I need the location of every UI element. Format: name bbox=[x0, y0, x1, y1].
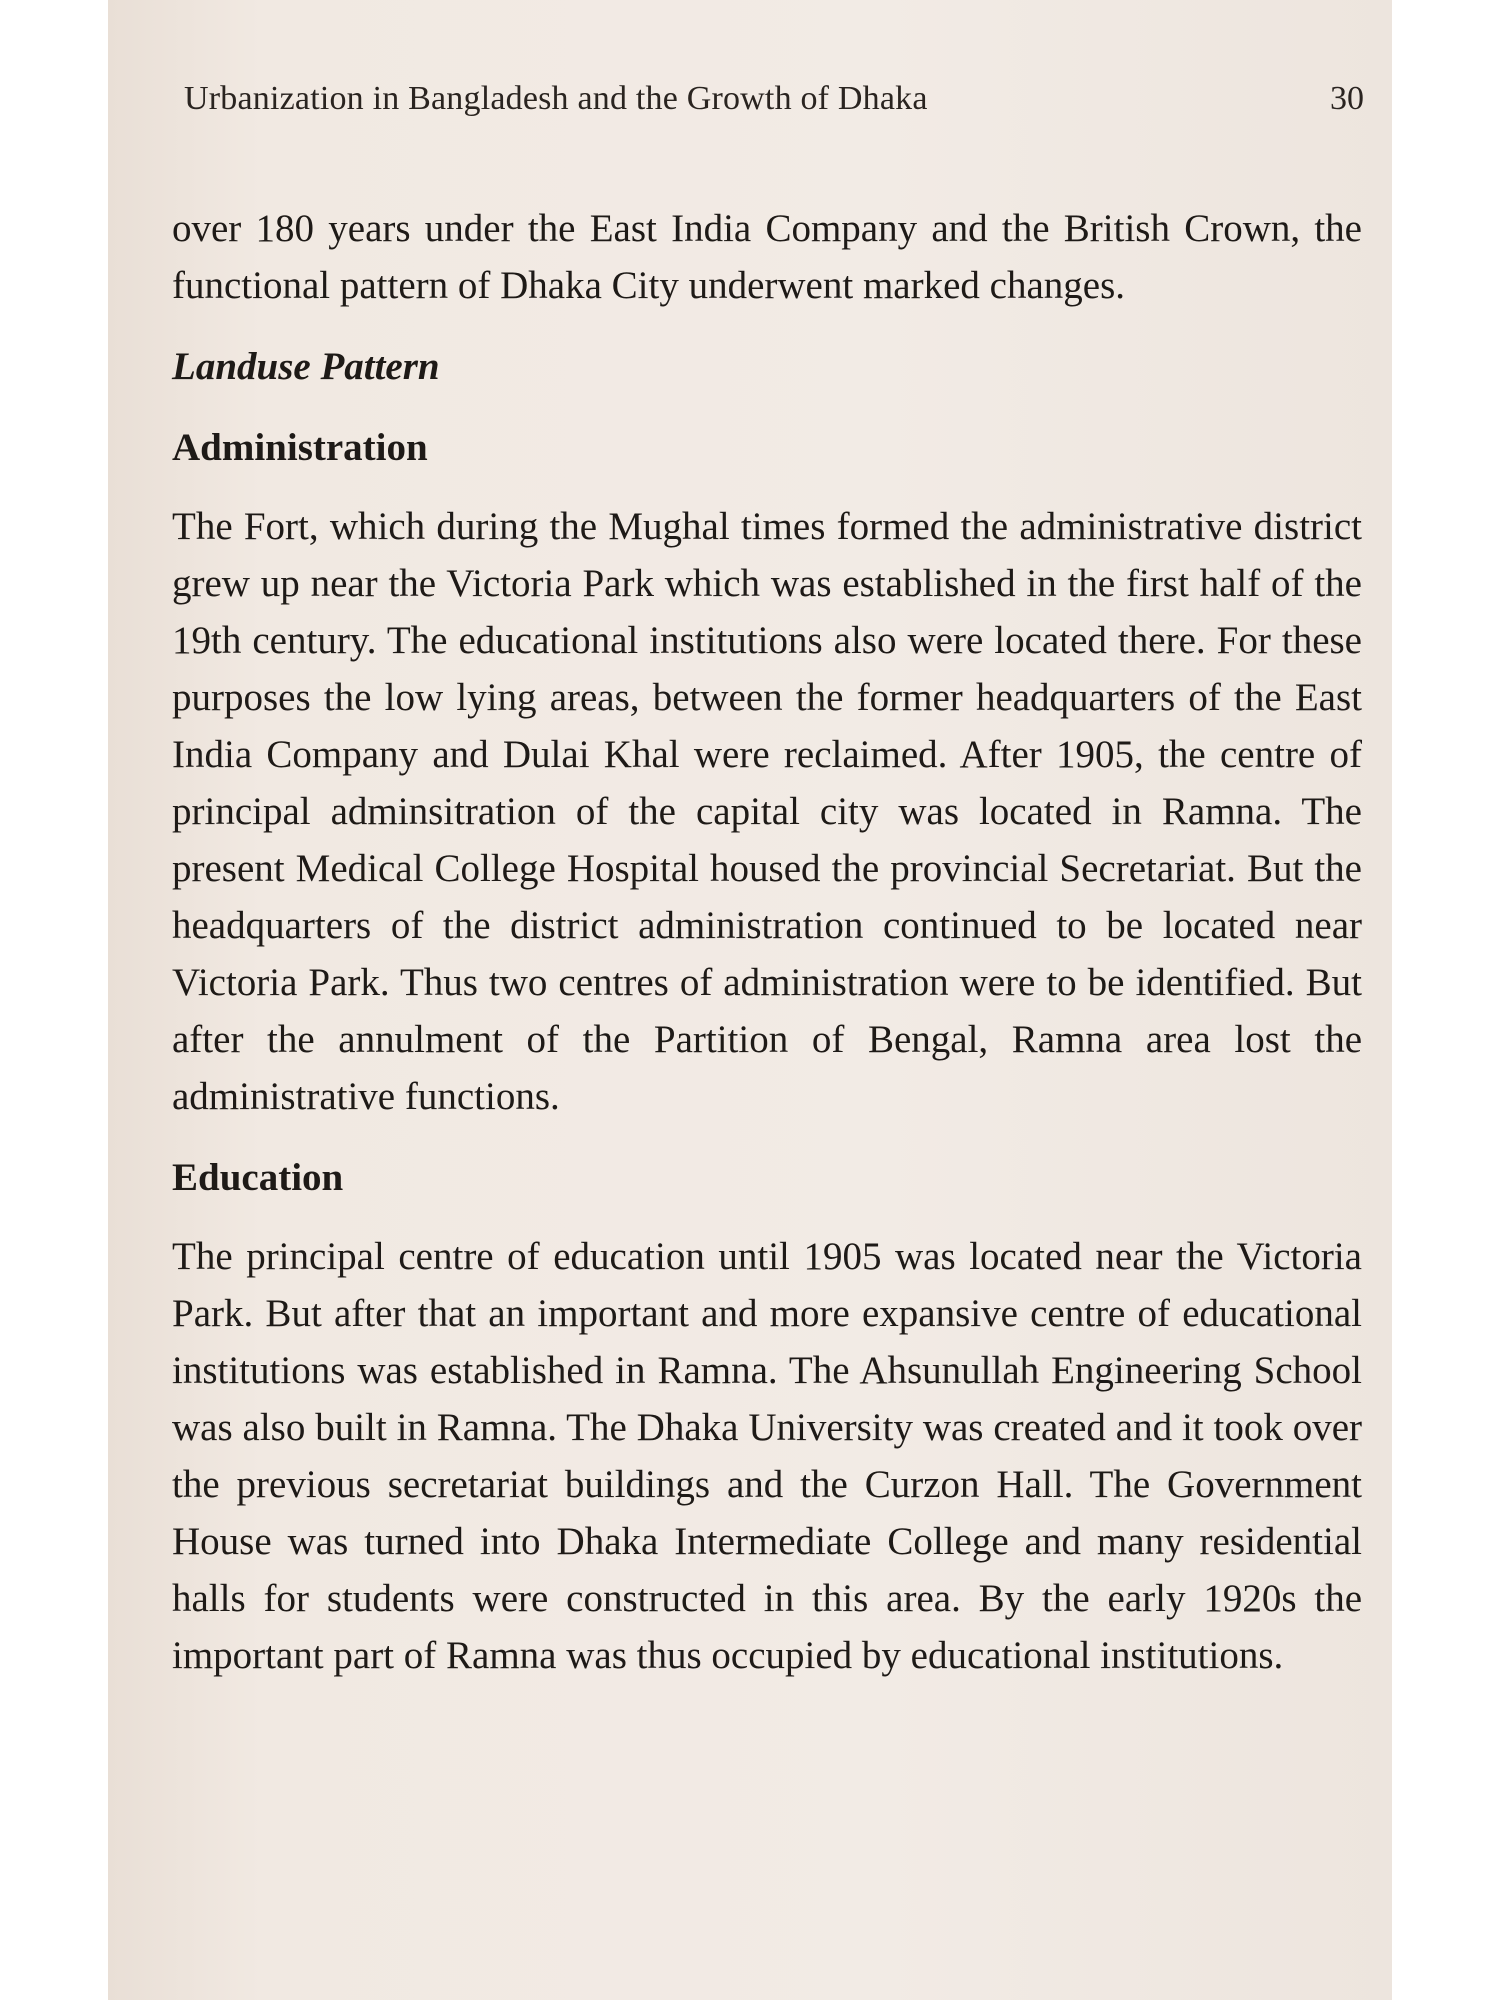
spacer bbox=[172, 476, 1362, 498]
page-body bbox=[172, 200, 1362, 1684]
running-header-title: Urbanization in Bangladesh and the Growth of Dhaka bbox=[184, 80, 928, 117]
administration-heading: Administration bbox=[172, 426, 428, 469]
page-number: 30 bbox=[1330, 80, 1364, 117]
section-heading: Landuse Pattern bbox=[172, 345, 440, 388]
spacer bbox=[172, 1206, 1362, 1228]
administration-paragraph: The Fort, which during the Mughal times formed the administrative district grew up near the Victoria Park which was established in the first half of the 19th century. The educational institutions also were located there. For these purposes the low lying areas, between the former headquarters of the East India Company and Dulai Khal were reclaimed. After 1905, the centre of principal adminsitration of the capital city was located in Ramna. The present Medical College Hospital housed the provincial Secretariat. But the headquarters of the district administration continued to be located near Victoria Park. Thus two centres of administration were to be identified. But after the annulment of the Partition of Bengal, Ramna area lost the administrative functions. bbox=[172, 505, 1362, 1118]
book-page bbox=[108, 0, 1392, 2000]
running-header bbox=[184, 80, 1364, 124]
spacer bbox=[172, 395, 1362, 419]
intro-paragraph: over 180 years under the East India Company and the British Crown, the functional pattern of Dhaka City underwent marked changes. bbox=[172, 207, 1362, 307]
education-paragraph: The principal centre of education until 1905 was located near the Victoria Park. But after that an important and more expansive centre of educational institutions was established in Ramna. The Ahsunullah Engineering School was also built in Ramna. The Dhaka University was created and it took over the previous secretariat buildings and the Curzon Hall. The Government House was turned into Dhaka Intermediate College and many residential halls for students were constructed in this area. By the early 1920s the important part of Ramna was thus occupied by educational institutions. bbox=[172, 1235, 1362, 1677]
education-heading: Education bbox=[172, 1156, 344, 1199]
spacer bbox=[172, 1125, 1362, 1149]
spacer bbox=[172, 314, 1362, 338]
